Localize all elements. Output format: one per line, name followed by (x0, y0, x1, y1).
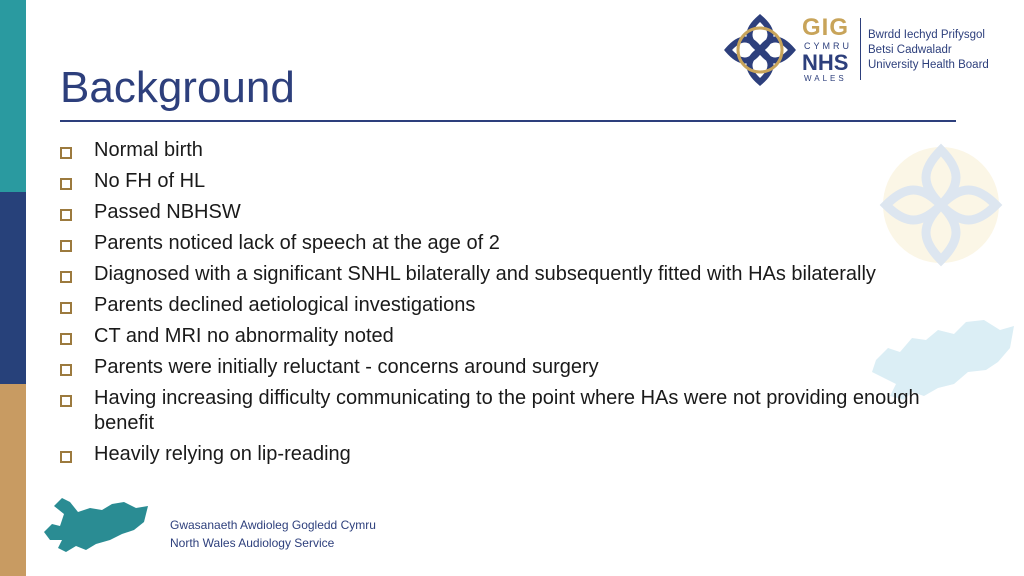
footer-line1: Gwasanaeth Awdioleg Gogledd Cymru (170, 518, 376, 532)
list-item-text: Parents were initially reluctant - concerns around surgery (94, 356, 599, 378)
list-item-text: Having increasing difficulty communicating to the point where HAs were not providing enough benefit (94, 387, 920, 434)
logo-wales: WALES (804, 74, 847, 83)
list-item (58, 386, 938, 436)
list-item (58, 231, 938, 256)
square-bullet-icon (60, 451, 72, 463)
nhs-logo (724, 14, 1014, 86)
square-bullet-icon (60, 302, 72, 314)
logo-board-line1: Bwrdd Iechyd Prifysgol (868, 29, 985, 41)
logo-board-line3: University Health Board (868, 59, 989, 71)
square-bullet-icon (60, 178, 72, 190)
list-item (58, 442, 938, 467)
list-item-text: Diagnosed with a significant SNHL bilaterally and subsequently fitted with HAs bilaterally (94, 263, 876, 285)
square-bullet-icon (60, 364, 72, 376)
logo-board-name (868, 28, 989, 73)
logo-cymru: CYMRU (804, 41, 852, 51)
footer-line2: North Wales Audiology Service (170, 536, 335, 550)
list-item (58, 293, 938, 318)
list-item (58, 138, 938, 163)
square-bullet-icon (60, 147, 72, 159)
logo-gig: GIG (802, 14, 850, 41)
list-item-text: Parents noticed lack of speech at the age of 2 (94, 232, 500, 254)
title-underline (60, 120, 956, 122)
list-item-text: Parents declined aetiological investigations (94, 294, 476, 316)
list-item-text: Normal birth (94, 139, 203, 161)
north-wales-map-icon (40, 494, 152, 556)
slide-title: Background (60, 63, 295, 112)
list-item-text: Heavily relying on lip-reading (94, 443, 351, 465)
logo-nhs: NHS (802, 50, 849, 75)
list-item-text: No FH of HL (94, 170, 206, 192)
footer (170, 516, 376, 552)
logo-board-line2: Betsi Cadwaladr (868, 44, 952, 56)
left-bar-navy (0, 192, 26, 384)
left-bar-tan (0, 384, 26, 576)
celtic-knot-icon (724, 14, 796, 86)
list-item (58, 169, 938, 194)
list-item (58, 355, 938, 380)
left-bar-teal (0, 0, 26, 192)
square-bullet-icon (60, 209, 72, 221)
list-item (58, 262, 938, 287)
square-bullet-icon (60, 333, 72, 345)
square-bullet-icon (60, 240, 72, 252)
list-item (58, 324, 938, 349)
square-bullet-icon (60, 395, 72, 407)
logo-divider (860, 18, 861, 80)
list-item (58, 200, 938, 225)
list-item-text: Passed NBHSW (94, 201, 241, 223)
bullet-list (58, 138, 938, 473)
square-bullet-icon (60, 271, 72, 283)
list-item-text: CT and MRI no abnormality noted (94, 325, 394, 347)
